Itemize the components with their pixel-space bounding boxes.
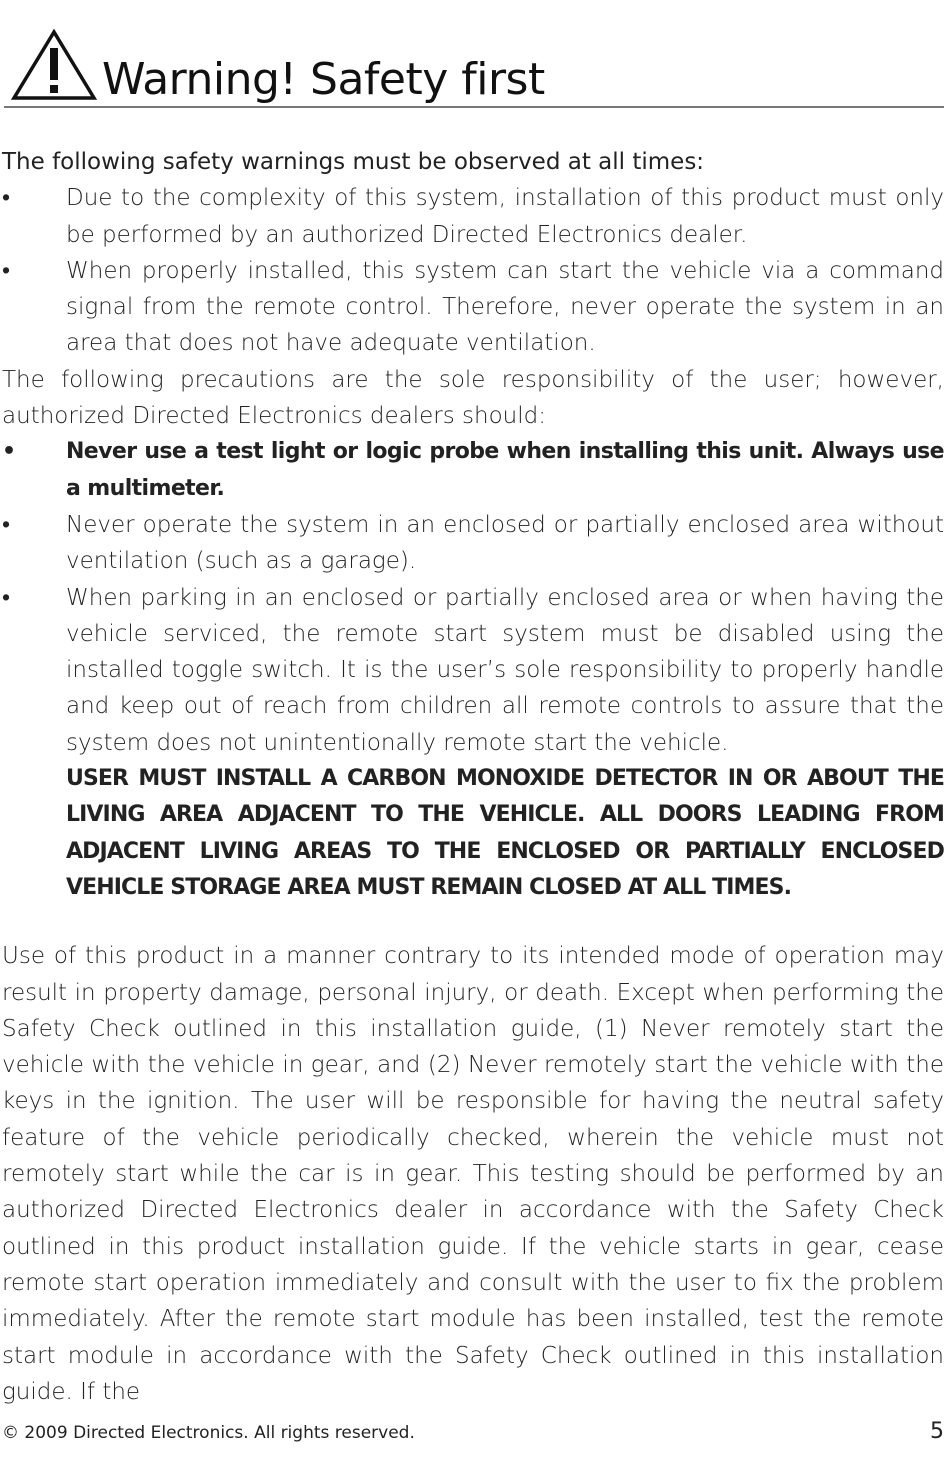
bullet-text: When parking in an enclosed or partially enclosed area or when having the vehicle serviced, the remote start system must be disabled using the installed toggle switch. It is the user’s sole responsibility to properly handle and keep out of reach from children all remote controls to assure that the system does not unintentionally remote start the vehicle.: [66, 584, 944, 756]
list-item: [2, 434, 944, 507]
bullet-icon: •: [2, 511, 11, 538]
bullet-icon: •: [2, 257, 11, 284]
list-item: [2, 580, 944, 761]
page-title: Warning! Safety first: [102, 54, 545, 105]
bullet-text: Never use a test light or logic probe when installing this unit. Always use a multimeter.: [66, 439, 944, 501]
spacer: [2, 906, 944, 938]
carbon-monoxide-warning: USER MUST INSTALL A CARBON MONOXIDE DETECTOR IN OR ABOUT THE LIVING AREA ADJACENT TO THE VEHICLE. ALL DOORS LEADING FROM ADJACENT LIVING AREAS TO THE ENCLOSED OR PARTIALLY ENCLOSED VEHICLE STORAGE AREA MUST REMAIN CLOSED AT ALL TIMES.: [66, 766, 944, 900]
list-item: [2, 253, 944, 362]
warning-triangle-icon: [8, 28, 100, 102]
list-item: [2, 180, 944, 253]
bullet-text: Due to the complexity of this system, installation of this product must only be performed by an authorized Directed Electronics dealer.: [66, 185, 944, 248]
intro-line: The following safety warnings must be observed at all times:: [2, 149, 705, 175]
bullet-text: Never operate the system in an enclosed or partially enclosed area without ventilation (such as a garage).: [66, 511, 944, 575]
bullet-icon: •: [2, 439, 16, 465]
closing-paragraph: Use of this product in a manner contrary to its intended mode of operation may result in property damage, personal injury, or death. Except when performing the Safety Check outlined in this installation guide, (1) Never remotely start the vehicle with the vehicle in gear, and (2) Never remotely start the vehicle with the keys in the ignition. The user will be responsible for having the neutral safety feature of the vehicle periodically checked, wherein the vehicle must not remotely start while the car is in gear. This testing should be performed by an authorized Directed Electronics dealer in accordance with the Safety Check outlined in this product installation guide. If the vehicle starts in gear, cease remote start operation immediately and consult with the user to fix the problem immediately. After the remote start module has been installed, test the remote start module in accordance with the Safety Check outlined in this installation guide. If the: [2, 943, 944, 1405]
document-body: [2, 144, 944, 1410]
title-bar: [4, 28, 944, 108]
list-item: [2, 507, 944, 580]
copyright-footer: © 2009 Directed Electronics. All rights reserved.: [2, 1423, 415, 1443]
precautions-intro: The following precautions are the sole responsibility of the user; however, authorized Directed Electronics dealers should:: [2, 366, 944, 430]
bullet-text: When properly installed, this system can start the vehicle via a command signal from the remote control. Therefore, never operate the system in an area that does not have adequate ventilation.: [66, 257, 944, 357]
page-number: 5: [930, 1419, 944, 1444]
bullet-icon: •: [2, 584, 11, 611]
bullet-icon: •: [2, 185, 11, 212]
